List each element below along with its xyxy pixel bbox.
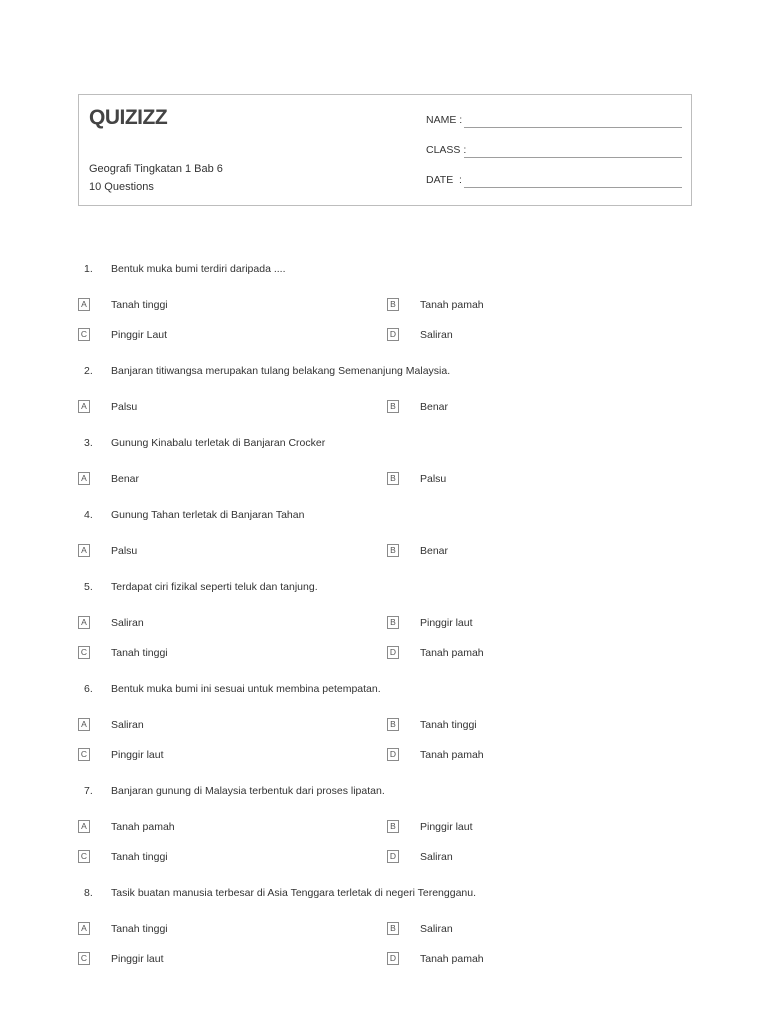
logo-text: QUIZIZZ	[89, 106, 168, 129]
question-number: 6.	[84, 683, 93, 695]
option-letter-box: A	[78, 820, 90, 833]
option-text: Tanah pamah	[420, 299, 484, 311]
name-line	[464, 127, 682, 128]
question-row	[0, 581, 768, 597]
question-number: 5.	[84, 581, 93, 593]
name-field[interactable]	[426, 114, 682, 130]
option-text: Saliran	[420, 329, 453, 341]
option-letter-box: C	[78, 952, 90, 965]
option-letter-box: B	[387, 922, 399, 935]
option-text: Saliran	[111, 719, 144, 731]
option-text: Tanah pamah	[420, 647, 484, 659]
option-letter-box: A	[78, 472, 90, 485]
option-text: Tanah pamah	[111, 821, 175, 833]
option-letter-box: A	[78, 718, 90, 731]
option-a[interactable]	[78, 821, 378, 837]
class-label: CLASS :	[426, 144, 467, 156]
date-line	[464, 187, 682, 188]
option-text: Tanah tinggi	[111, 647, 168, 659]
option-b[interactable]	[387, 545, 687, 561]
class-field[interactable]	[426, 144, 682, 160]
question-text: Gunung Tahan terletak di Banjaran Tahan	[111, 509, 305, 521]
question-number: 8.	[84, 887, 93, 899]
option-c[interactable]	[78, 647, 378, 663]
question-row	[0, 785, 768, 801]
option-c[interactable]	[78, 329, 378, 345]
option-text: Tanah pamah	[420, 953, 484, 965]
option-letter-box: C	[78, 328, 90, 341]
option-text: Tanah pamah	[420, 749, 484, 761]
question-row	[0, 365, 768, 381]
option-text: Palsu	[420, 473, 447, 485]
question-text: Banjaran titiwangsa merupakan tulang belakang Semenanjung Malaysia.	[111, 365, 451, 377]
quizizz-logo-image	[89, 101, 169, 129]
option-letter-box: D	[387, 646, 399, 659]
option-letter-box: A	[78, 400, 90, 413]
date-field[interactable]	[426, 174, 682, 190]
question-row	[0, 509, 768, 525]
option-b[interactable]	[387, 923, 687, 939]
option-c[interactable]	[78, 749, 378, 765]
question-text: Terdapat ciri fizikal seperti teluk dan tanjung.	[111, 581, 318, 593]
question-number: 3.	[84, 437, 93, 449]
option-text: Pinggir laut	[111, 749, 164, 761]
option-a[interactable]	[78, 545, 378, 561]
option-b[interactable]	[387, 401, 687, 417]
option-a[interactable]	[78, 299, 378, 315]
option-letter-box: C	[78, 748, 90, 761]
option-b[interactable]	[387, 473, 687, 489]
option-b[interactable]	[387, 617, 687, 633]
question-number: 1.	[84, 263, 93, 275]
class-line	[464, 157, 682, 158]
option-text: Saliran	[111, 617, 144, 629]
option-letter-box: A	[78, 298, 90, 311]
question-row	[0, 683, 768, 699]
question-count: 10 Questions	[89, 181, 154, 193]
question-text: Tasik buatan manusia terbesar di Asia Tenggara terletak di negeri Terengganu.	[111, 887, 477, 899]
question-text: Bentuk muka bumi ini sesuai untuk membina petempatan.	[111, 683, 381, 695]
option-letter-box: D	[387, 328, 399, 341]
question-row	[0, 437, 768, 453]
option-text: Pinggir Laut	[111, 329, 168, 341]
option-letter-box: B	[387, 616, 399, 629]
quiz-title: Geografi Tingkatan 1 Bab 6	[89, 163, 223, 175]
option-c[interactable]	[78, 851, 378, 867]
option-b[interactable]	[387, 719, 687, 735]
worksheet-header	[78, 94, 692, 206]
option-a[interactable]	[78, 473, 378, 489]
option-letter-box: A	[78, 544, 90, 557]
option-letter-box: B	[387, 820, 399, 833]
option-b[interactable]	[387, 821, 687, 837]
option-d[interactable]	[387, 953, 687, 969]
option-text: Tanah tinggi	[420, 719, 477, 731]
option-letter-box: B	[387, 472, 399, 485]
option-a[interactable]	[78, 923, 378, 939]
option-letter-box: C	[78, 646, 90, 659]
option-text: Palsu	[111, 401, 138, 413]
option-c[interactable]	[78, 953, 378, 969]
option-letter-box: A	[78, 922, 90, 935]
option-b[interactable]	[387, 299, 687, 315]
question-number: 2.	[84, 365, 93, 377]
option-text: Tanah tinggi	[111, 923, 168, 935]
option-text: Benar	[111, 473, 140, 485]
date-label: DATE :	[426, 174, 462, 186]
option-letter-box: B	[387, 544, 399, 557]
option-a[interactable]	[78, 719, 378, 735]
question-text: Bentuk muka bumi terdiri daripada ....	[111, 263, 286, 275]
option-text: Saliran	[420, 851, 453, 863]
option-text: Benar	[420, 401, 449, 413]
option-d[interactable]	[387, 329, 687, 345]
option-d[interactable]	[387, 749, 687, 765]
option-letter-box: B	[387, 718, 399, 731]
name-label: NAME :	[426, 114, 463, 126]
option-text: Pinggir laut	[111, 953, 164, 965]
option-d[interactable]	[387, 647, 687, 663]
quizizz-logo	[89, 101, 169, 134]
question-number: 7.	[84, 785, 93, 797]
option-letter-box: B	[387, 400, 399, 413]
option-letter-box: A	[78, 616, 90, 629]
option-text: Saliran	[420, 923, 453, 935]
option-text: Benar	[420, 545, 449, 557]
option-text: Pinggir laut	[420, 821, 473, 833]
option-text: Tanah tinggi	[111, 851, 168, 863]
option-d[interactable]	[387, 851, 687, 867]
option-letter-box: D	[387, 748, 399, 761]
question-row	[0, 263, 768, 279]
option-letter-box: B	[387, 298, 399, 311]
question-text: Gunung Kinabalu terletak di Banjaran Crocker	[111, 437, 326, 449]
option-letter-box: D	[387, 850, 399, 863]
option-text: Palsu	[111, 545, 138, 557]
option-letter-box: D	[387, 952, 399, 965]
option-text: Tanah tinggi	[111, 299, 168, 311]
question-row	[0, 887, 768, 903]
option-a[interactable]	[78, 401, 378, 417]
option-a[interactable]	[78, 617, 378, 633]
option-text: Pinggir laut	[420, 617, 473, 629]
question-text: Banjaran gunung di Malaysia terbentuk dari proses lipatan.	[111, 785, 385, 797]
option-letter-box: C	[78, 850, 90, 863]
question-number: 4.	[84, 509, 93, 521]
